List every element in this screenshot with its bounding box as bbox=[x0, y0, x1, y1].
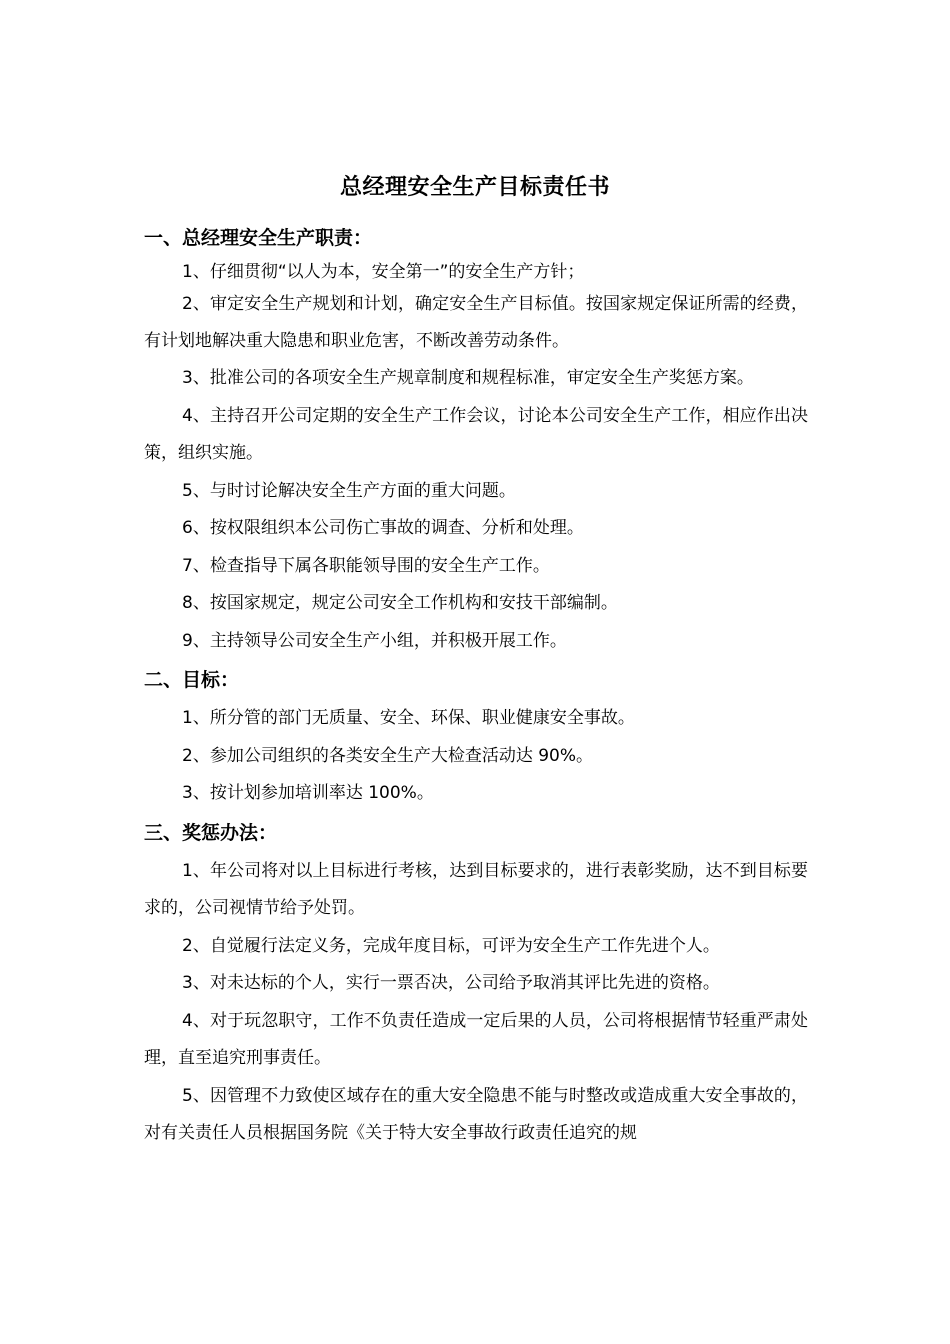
reward-item-2: 2、自觉履行法定义务，完成年度目标，可评为安全生产工作先进个人。 bbox=[182, 935, 720, 956]
reward-item-1: 1、年公司将对以上目标进行考核，达到目标要求的，进行表彰奖励，达不到目标要求的，公司视情节给予处罚。 bbox=[144, 860, 808, 918]
duty-item-4: 4、主持召开公司定期的安全生产工作会议，讨论本公司安全生产工作，相应作出决策，组织实施。 bbox=[144, 405, 808, 463]
duty-item-9: 9、主持领导公司安全生产小组，并积极开展工作。 bbox=[182, 630, 567, 651]
reward-item-4: 4、对于玩忽职守，工作不负责任造成一定后果的人员，公司将根据情节轻重严肃处理，直至追究刑事责任。 bbox=[144, 1010, 808, 1068]
document-body bbox=[144, 218, 808, 1153]
duty-item-2: 2、审定安全生产规划和计划，确定安全生产目标值。按国家规定保证所需的经费，有计划地解决重大隐患和职业危害，不断改善劳动条件。 bbox=[144, 294, 808, 351]
target-item-1: 1、所分管的部门无质量、安全、环保、职业健康安全事故。 bbox=[182, 708, 635, 728]
section-heading-targets: 二、目标： bbox=[144, 669, 240, 691]
duty-item-7: 7、检查指导下属各职能领导围的安全生产工作。 bbox=[182, 555, 550, 576]
duty-item-8: 8、按国家规定，规定公司安全工作机构和安技干部编制。 bbox=[182, 593, 618, 613]
duty-item-1: 1、仔细贯彻“以人为本，安全第一”的安全生产方针； bbox=[182, 262, 585, 282]
duty-item-5: 5、与时讨论解决安全生产方面的重大问题。 bbox=[182, 480, 516, 501]
document-title: 总经理安全生产目标责任书 bbox=[339, 175, 610, 200]
duty-item-6: 6、按权限组织本公司伤亡事故的调查、分析和处理。 bbox=[182, 518, 584, 538]
section-heading-rewards: 三、奖惩办法： bbox=[144, 821, 278, 844]
reward-item-3: 3、对未达标的个人，实行一票否决，公司给予取消其评比先进的资格。 bbox=[182, 973, 720, 993]
reward-item-5: 5、因管理不力致使区域存在的重大安全隐患不能与时整改或造成重大安全事故的，对有关责任人员根据国务院《关于特大安全事故行政责任追究的规 bbox=[144, 1085, 808, 1143]
section-heading-duties: 一、总经理安全生产职责： bbox=[144, 227, 373, 249]
target-item-2: 2、参加公司组织的各类安全生产大检查活动达 90%。 bbox=[182, 745, 594, 766]
target-item-3: 3、按计划参加培训率达 100%。 bbox=[182, 783, 434, 803]
duty-item-3: 3、批准公司的各项安全生产规章制度和规程标准，审定安全生产奖惩方案。 bbox=[182, 368, 754, 388]
